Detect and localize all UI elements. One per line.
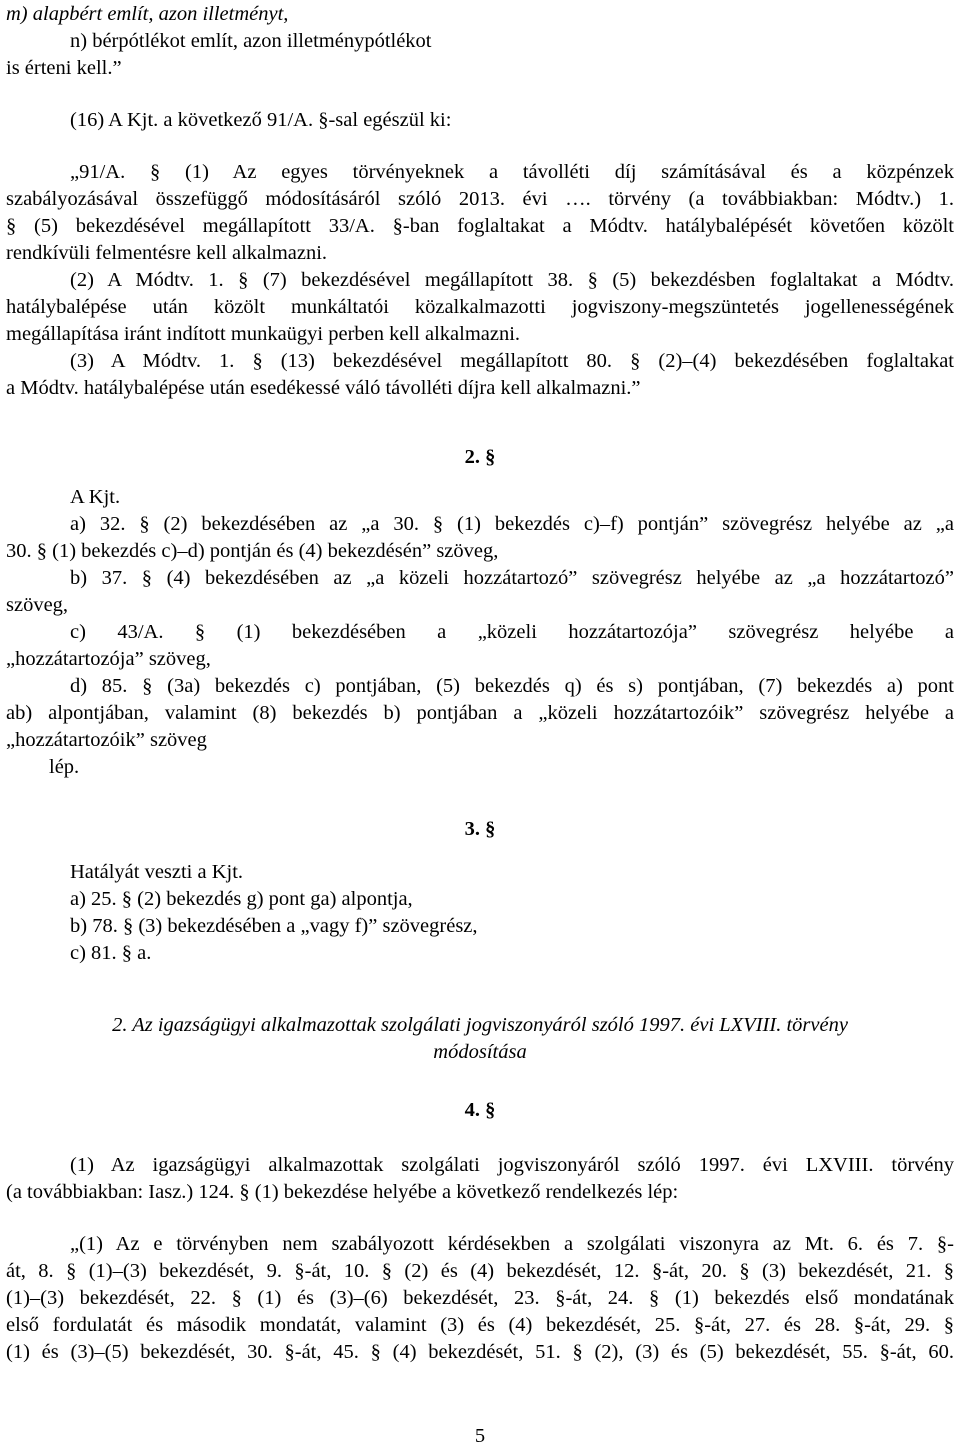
text-line: (16) A Kjt. a következő 91/A. §-sal egészül ki: xyxy=(70,109,452,131)
text-line: (1) Az igazságügyi alkalmazottak szolgálati jogviszonyáról szóló 1997. évi LXVIII. törvény xyxy=(70,1154,954,1176)
page-number: 5 xyxy=(474,1425,486,1447)
text-line: A Kjt. xyxy=(70,486,121,508)
text-line: ab) alpontjában, valamint (8) bekezdés b) pontjában a „közeli hozzátartozóik” szövegrész helyébe a xyxy=(6,702,954,724)
text-line: (3) A Módtv. 1. § (13) bekezdésével megállapított 80. § (2)–(4) bekezdésében foglaltakat xyxy=(70,350,954,372)
text-line: m) alapbért említ, azon illetményt, xyxy=(6,3,289,25)
chapter-title: 2. Az igazságügyi alkalmazottak szolgálati jogviszonyáról szóló 1997. évi LXVIII. törvény xyxy=(112,1014,848,1036)
text-line: (1) és (3)–(5) bekezdését, 30. §-át, 45. § (4) bekezdését, 51. § (2), (3) és (5) bekezdését, 55. §-át, 60. xyxy=(6,1341,954,1363)
text-line: megállapítása iránt indított munkaügyi perben kell alkalmazni. xyxy=(6,323,521,345)
text-line: (2) A Módtv. 1. § (7) bekezdésével megállapított 38. § (5) bekezdésben foglaltakat a Módtv. xyxy=(70,269,954,291)
section-heading: 2. § xyxy=(464,446,496,468)
text-line: „hozzátartozója” szöveg, xyxy=(6,648,211,670)
text-line: (1)–(3) bekezdését, 22. § (1) és (3)–(6) bekezdését, 23. §-át, 24. § (1) bekezdés első mondatának xyxy=(6,1287,954,1309)
section-heading: 4. § xyxy=(464,1099,496,1121)
text-line: át, 8. § (1)–(3) bekezdését, 9. §-át, 10. § (2) és (4) bekezdését, 12. §-át, 20. § (3) bekezdését, 21. § xyxy=(6,1260,954,1282)
text-line: b) 78. § (3) bekezdésében a „vagy f)” szövegrész, xyxy=(70,915,478,937)
text-line: is érteni kell.” xyxy=(6,57,122,79)
text-line: első fordulatát és második mondatát, valamint (3) és (4) bekezdését, 25. §-át, 27. és 28. §-át, 29. § xyxy=(6,1314,954,1336)
text-line: hatálybalépése után közölt munkáltatói közalkalmazotti jogviszony-megszüntetés jogellenességének xyxy=(6,296,954,318)
text-line: „91/A. § (1) Az egyes törvényeknek a távolléti díj számításával és a közpénzek xyxy=(70,161,954,183)
text-line: § (5) bekezdésével megállapított 33/A. §-ban foglaltakat a Módtv. hatálybalépését követően közölt xyxy=(6,215,954,237)
text-line: b) 37. § (4) bekezdésében az „a közeli hozzátartozó” szövegrész helyébe az „a hozzátartozó” xyxy=(70,567,954,589)
text-line: rendkívüli felmentésre kell alkalmazni. xyxy=(6,242,328,264)
text-line: 30. § (1) bekezdés c)–d) pontján és (4) bekezdésén” szöveg, xyxy=(6,540,499,562)
text-line: a Módtv. hatálybalépése után esedékessé váló távolléti díjra kell alkalmazni.” xyxy=(6,377,641,399)
text-line: c) 81. § a. xyxy=(70,942,152,964)
text-line: szabályozásával összefüggő módosításáról szóló 2013. évi …. törvény (a továbbiakban: Módtv.) 1. xyxy=(6,188,954,210)
text-line: „hozzátartozóik” szöveg xyxy=(6,729,207,751)
text-line: (a továbbiakban: Iasz.) 124. § (1) bekezdése helyébe a következő rendelkezés lép: xyxy=(6,1181,679,1203)
text-line: n) bérpótlékot említ, azon illetménypótlékot xyxy=(70,30,432,52)
text-line: szöveg, xyxy=(6,594,69,616)
chapter-title: módosítása xyxy=(433,1041,527,1063)
section-heading: 3. § xyxy=(464,818,496,840)
text-line: d) 85. § (3a) bekezdés c) pontjában, (5) bekezdés q) és s) pontjában, (7) bekezdés a) pont xyxy=(70,675,954,697)
text-line: „(1) Az e törvényben nem szabályozott kérdésekben a szolgálati viszonyra az Mt. 6. és 7. §- xyxy=(70,1233,954,1255)
text-line: c) 43/A. § (1) bekezdésében a „közeli hozzátartozója” szövegrész helyébe a xyxy=(70,621,954,643)
text-line: Hatályát veszti a Kjt. xyxy=(70,861,244,883)
text-line: lép. xyxy=(49,756,80,778)
text-line: a) 25. § (2) bekezdés g) pont ga) alpontja, xyxy=(70,888,413,910)
text-line: a) 32. § (2) bekezdésében az „a 30. § (1) bekezdés c)–f) pontján” szövegrész helyébe az „a xyxy=(70,513,954,535)
